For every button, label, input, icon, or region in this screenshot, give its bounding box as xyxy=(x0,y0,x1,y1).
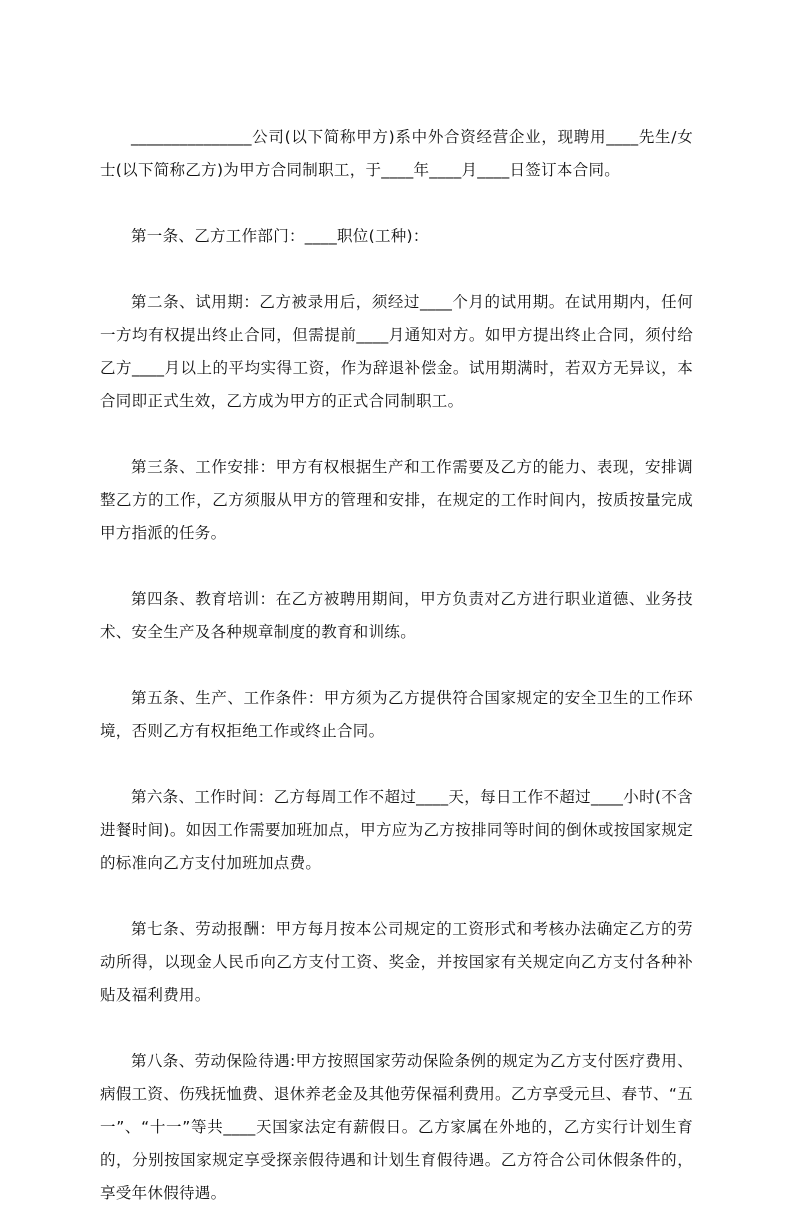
article-8-insurance: 第八条、劳动保险待遇:甲方按照国家劳动保险条例的规定为乙方支付医疗费用、病假工资、伤残抚恤费、退休养老金及其他劳保福利费用。乙方享受元旦、春节、“五一”、“十一”等共____天国家法定有薪假日。乙方家属在外地的，乙方实行计划生育的，分别按国家规定享受探亲假待遇和计划生育假待遇。乙方符合公司休假条件的，享受年休假待遇。 xyxy=(100,1052,693,1202)
article-7-remuneration: 第七条、劳动报酬：甲方每月按本公司规定的工资形式和考核办法确定乙方的劳动所得，以现金人民币向乙方支付工资、奖金，并按国家有关规定向乙方支付各种补贴及福利费用。 xyxy=(100,920,693,1004)
article-4-training: 第四条、教育培训：在乙方被聘用期间，甲方负责对乙方进行职业道德、业务技术、安全生产及各种规章制度的教育和训练。 xyxy=(100,590,693,641)
article-3-work-arrangement: 第三条、工作安排：甲方有权根据生产和工作需要及乙方的能力、表现，安排调整乙方的工作，乙方须服从甲方的管理和安排，在规定的工作时间内，按质按量完成甲方指派的任务。 xyxy=(100,458,693,542)
contract-intro-paragraph: _______________公司(以下简称甲方)系中外合资经营企业，现聘用____先生/女士(以下简称乙方)为甲方合同制职工，于____年____月____日签订本合同。 xyxy=(100,128,693,179)
article-5-work-conditions: 第五条、生产、工作条件：甲方须为乙方提供符合国家规定的安全卫生的工作环境，否则乙方有权拒绝工作或终止合同。 xyxy=(100,689,693,740)
article-1-department: 第一条、乙方工作部门：____职位(工种)： xyxy=(131,227,429,245)
article-6-working-hours: 第六条、工作时间：乙方每周工作不超过____天，每日工作不超过____小时(不含进餐时间)。如因工作需要加班加点，甲方应为乙方按排同等时间的倒休或按国家规定的标准向乙方支付加班加点费。 xyxy=(100,788,693,872)
article-2-probation: 第二条、试用期：乙方被录用后，须经过____个月的试用期。在试用期内，任何一方均有权提出终止合同，但需提前____月通知对方。如甲方提出终止合同，须付给乙方____月以上的平均实得工资，作为辞退补偿金。试用期满时，若双方无异议，本合同即正式生效，乙方成为甲方的正式合同制职工。 xyxy=(100,293,693,410)
